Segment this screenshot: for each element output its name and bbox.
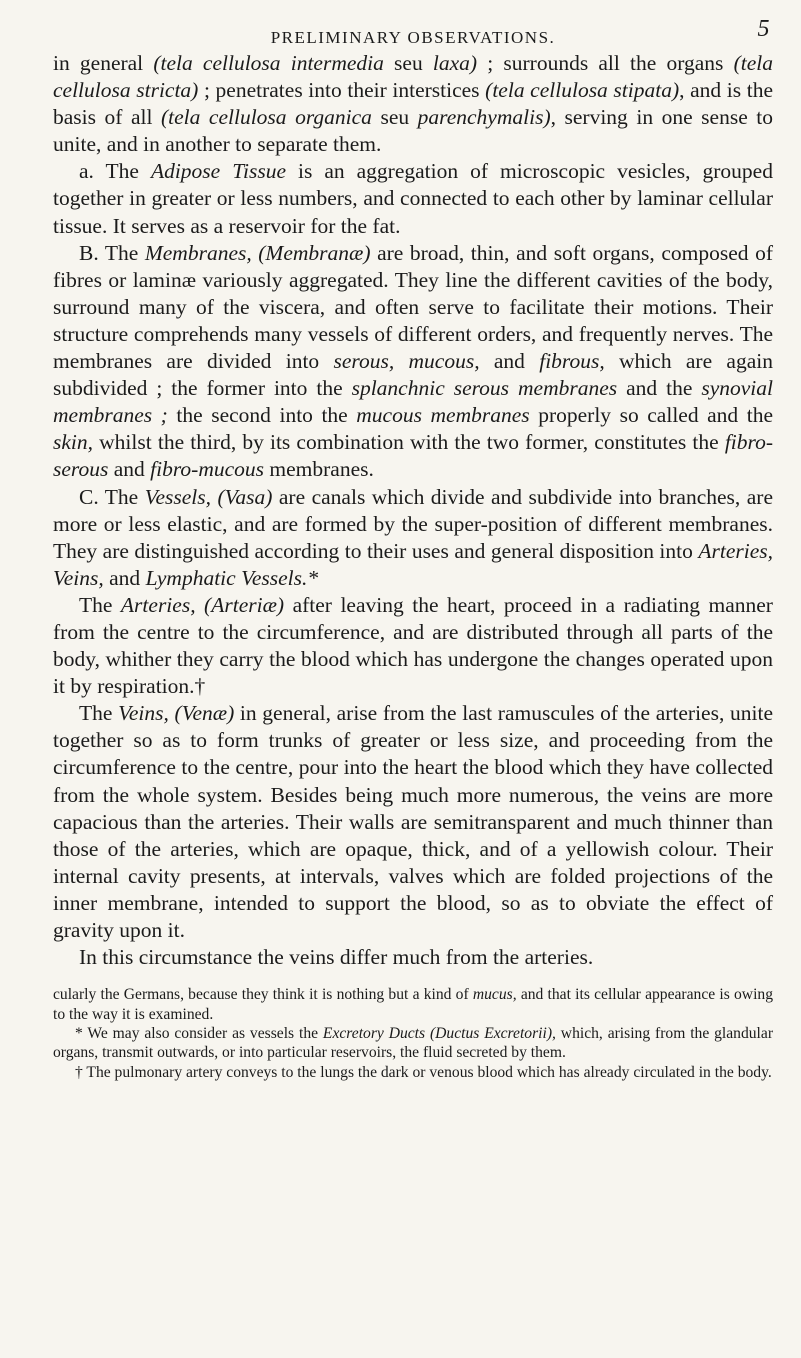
italic-text: (tela cellulosa stipata) xyxy=(485,78,680,103)
text-run: In this circumstance the veins differ much from the arteries. xyxy=(79,945,594,970)
text-run: and xyxy=(108,457,151,482)
paragraph xyxy=(53,484,773,592)
text-run: are broad, thin, and soft organs, composed of fibres or laminæ variously aggregated. They line the different cavities of the body, surround many of the viscera, and often serve to facilitate their motions. Their structure comprehends many vessels of different orders, and frequently nerves. The membranes are divided into xyxy=(53,240,773,374)
text-run: the second into the xyxy=(167,403,357,428)
running-header xyxy=(53,10,773,50)
text-run: is an aggregation of microscopic vesicles, grouped together in greater or less numbers, and connected to each other by laminar cellular tissue. It serves as a reservoir for the fat. xyxy=(53,159,773,238)
italic-text: skin, xyxy=(53,430,94,455)
text-run: and that its cellular appearance is owing to the way it is examined. xyxy=(53,986,773,1023)
text-run: in general xyxy=(53,51,154,75)
text-run: The xyxy=(79,701,119,726)
paragraph xyxy=(53,592,773,700)
italic-text: fibro-mucous xyxy=(150,457,265,482)
text-run: after leaving the heart, proceed in a radiating manner from the centre to the circumference, and are distributed through all parts of the body, whither they carry the blood which has undergone the changes operated upon it by respiration.† xyxy=(53,592,773,699)
paragraph xyxy=(53,240,773,484)
text-run: , and is the basis of all xyxy=(53,78,773,130)
italic-text: Veins, (Venæ) xyxy=(118,701,235,726)
text-run: C. The xyxy=(79,484,145,509)
text-run: membranes. xyxy=(264,457,374,482)
text-run: whilst the third, by its combination with the two former, constitutes the xyxy=(93,430,725,455)
text-run: B. The xyxy=(79,240,145,265)
paragraph xyxy=(53,700,773,944)
italic-text: mucous membranes xyxy=(356,403,530,428)
text-run: seu xyxy=(371,105,418,130)
text-run: and the xyxy=(617,376,702,401)
italic-text: fibro-serous xyxy=(53,430,773,482)
text-run: ; penetrates into their interstices xyxy=(198,78,486,103)
italic-text: Vessels, (Vasa) xyxy=(144,484,273,509)
italic-text: (tela cellulosa intermedia xyxy=(153,51,384,75)
text-run: in general, arise from the last ramuscules of the arteries, unite together so as to form trunks of greater or less size, and proceeding from the circumference to the centre, pour into the heart the blood which they have collected from the whole system. Besides being much more numerous, the veins are more capacious than the arteries. Their walls are semitransparent and much thinner than those of the arteries, which are opaque, thick, and of a yellowish colour. Their internal cavity presents, at intervals, valves which are folded projections of the inner membrane, intended to support the blood, so as to obviate the effect of gravity upon it. xyxy=(53,701,773,942)
italic-text: fibrous, xyxy=(539,349,605,374)
italic-text: Membranes, (Membranæ) xyxy=(144,240,371,265)
text-run: , serving in one sense to unite, and in another to separate them. xyxy=(53,105,773,157)
italic-text: (tela cellulosa organica xyxy=(161,105,372,130)
text-run: and xyxy=(479,349,540,374)
text-run: and xyxy=(103,565,146,590)
italic-text: (tela cellulosa stricta) xyxy=(53,51,773,103)
italic-text: Arteries, Veins, xyxy=(53,538,773,590)
text-run: are canals which divide and subdivide into branches, are more or less elastic, and are formed by the super-position of different membranes. They are distinguished according to their uses and general disposition into xyxy=(53,484,773,563)
italic-text: parenchymalis) xyxy=(417,105,551,130)
paragraph xyxy=(53,944,773,971)
paragraph xyxy=(53,50,773,158)
italic-text: Arteries, (Arteriæ) xyxy=(120,592,285,617)
italic-text: mucus, xyxy=(472,986,517,1004)
italic-text: serous, mucous, xyxy=(333,349,480,374)
text-run: ; surrounds all the organs xyxy=(477,51,734,75)
footnote xyxy=(53,985,773,1024)
italic-text: Lymphatic Vessels.* xyxy=(145,565,319,590)
italic-text: synovial membranes ; xyxy=(53,376,773,428)
text-run: † The pulmonary artery conveys to the lungs the dark or venous blood which has already circulated in the body. xyxy=(75,1063,772,1081)
text-run: * We may also consider as vessels the xyxy=(75,1025,323,1042)
text-run: a. The xyxy=(79,159,151,184)
italic-text: splanchnic serous membranes xyxy=(351,376,618,401)
text-run: which, arising from the glandular organs, transmit outwards, or into particular reservoirs, the fluid secreted by them. xyxy=(53,1025,774,1062)
footnote xyxy=(53,1063,773,1082)
text-run: The xyxy=(79,592,121,617)
paragraph xyxy=(53,158,773,239)
text-run: seu xyxy=(383,51,433,75)
footnote xyxy=(53,1024,773,1063)
italic-text: Adipose Tissue xyxy=(150,159,286,184)
italic-text: laxa) xyxy=(432,51,478,75)
page-number: 5 xyxy=(757,16,771,42)
footnotes xyxy=(53,985,773,1082)
text-run: properly so called and the xyxy=(529,403,773,428)
main-text xyxy=(53,50,773,971)
book-page xyxy=(53,10,773,1082)
running-title: PRELIMINARY OBSERVATIONS. xyxy=(270,28,556,47)
text-run: cularly the Germans, because they think it is nothing but a kind of xyxy=(53,986,473,1004)
italic-text: Excretory Ducts (Ductus Excretorii), xyxy=(322,1025,556,1042)
text-run: which are again subdivided ; the former into the xyxy=(53,349,773,401)
